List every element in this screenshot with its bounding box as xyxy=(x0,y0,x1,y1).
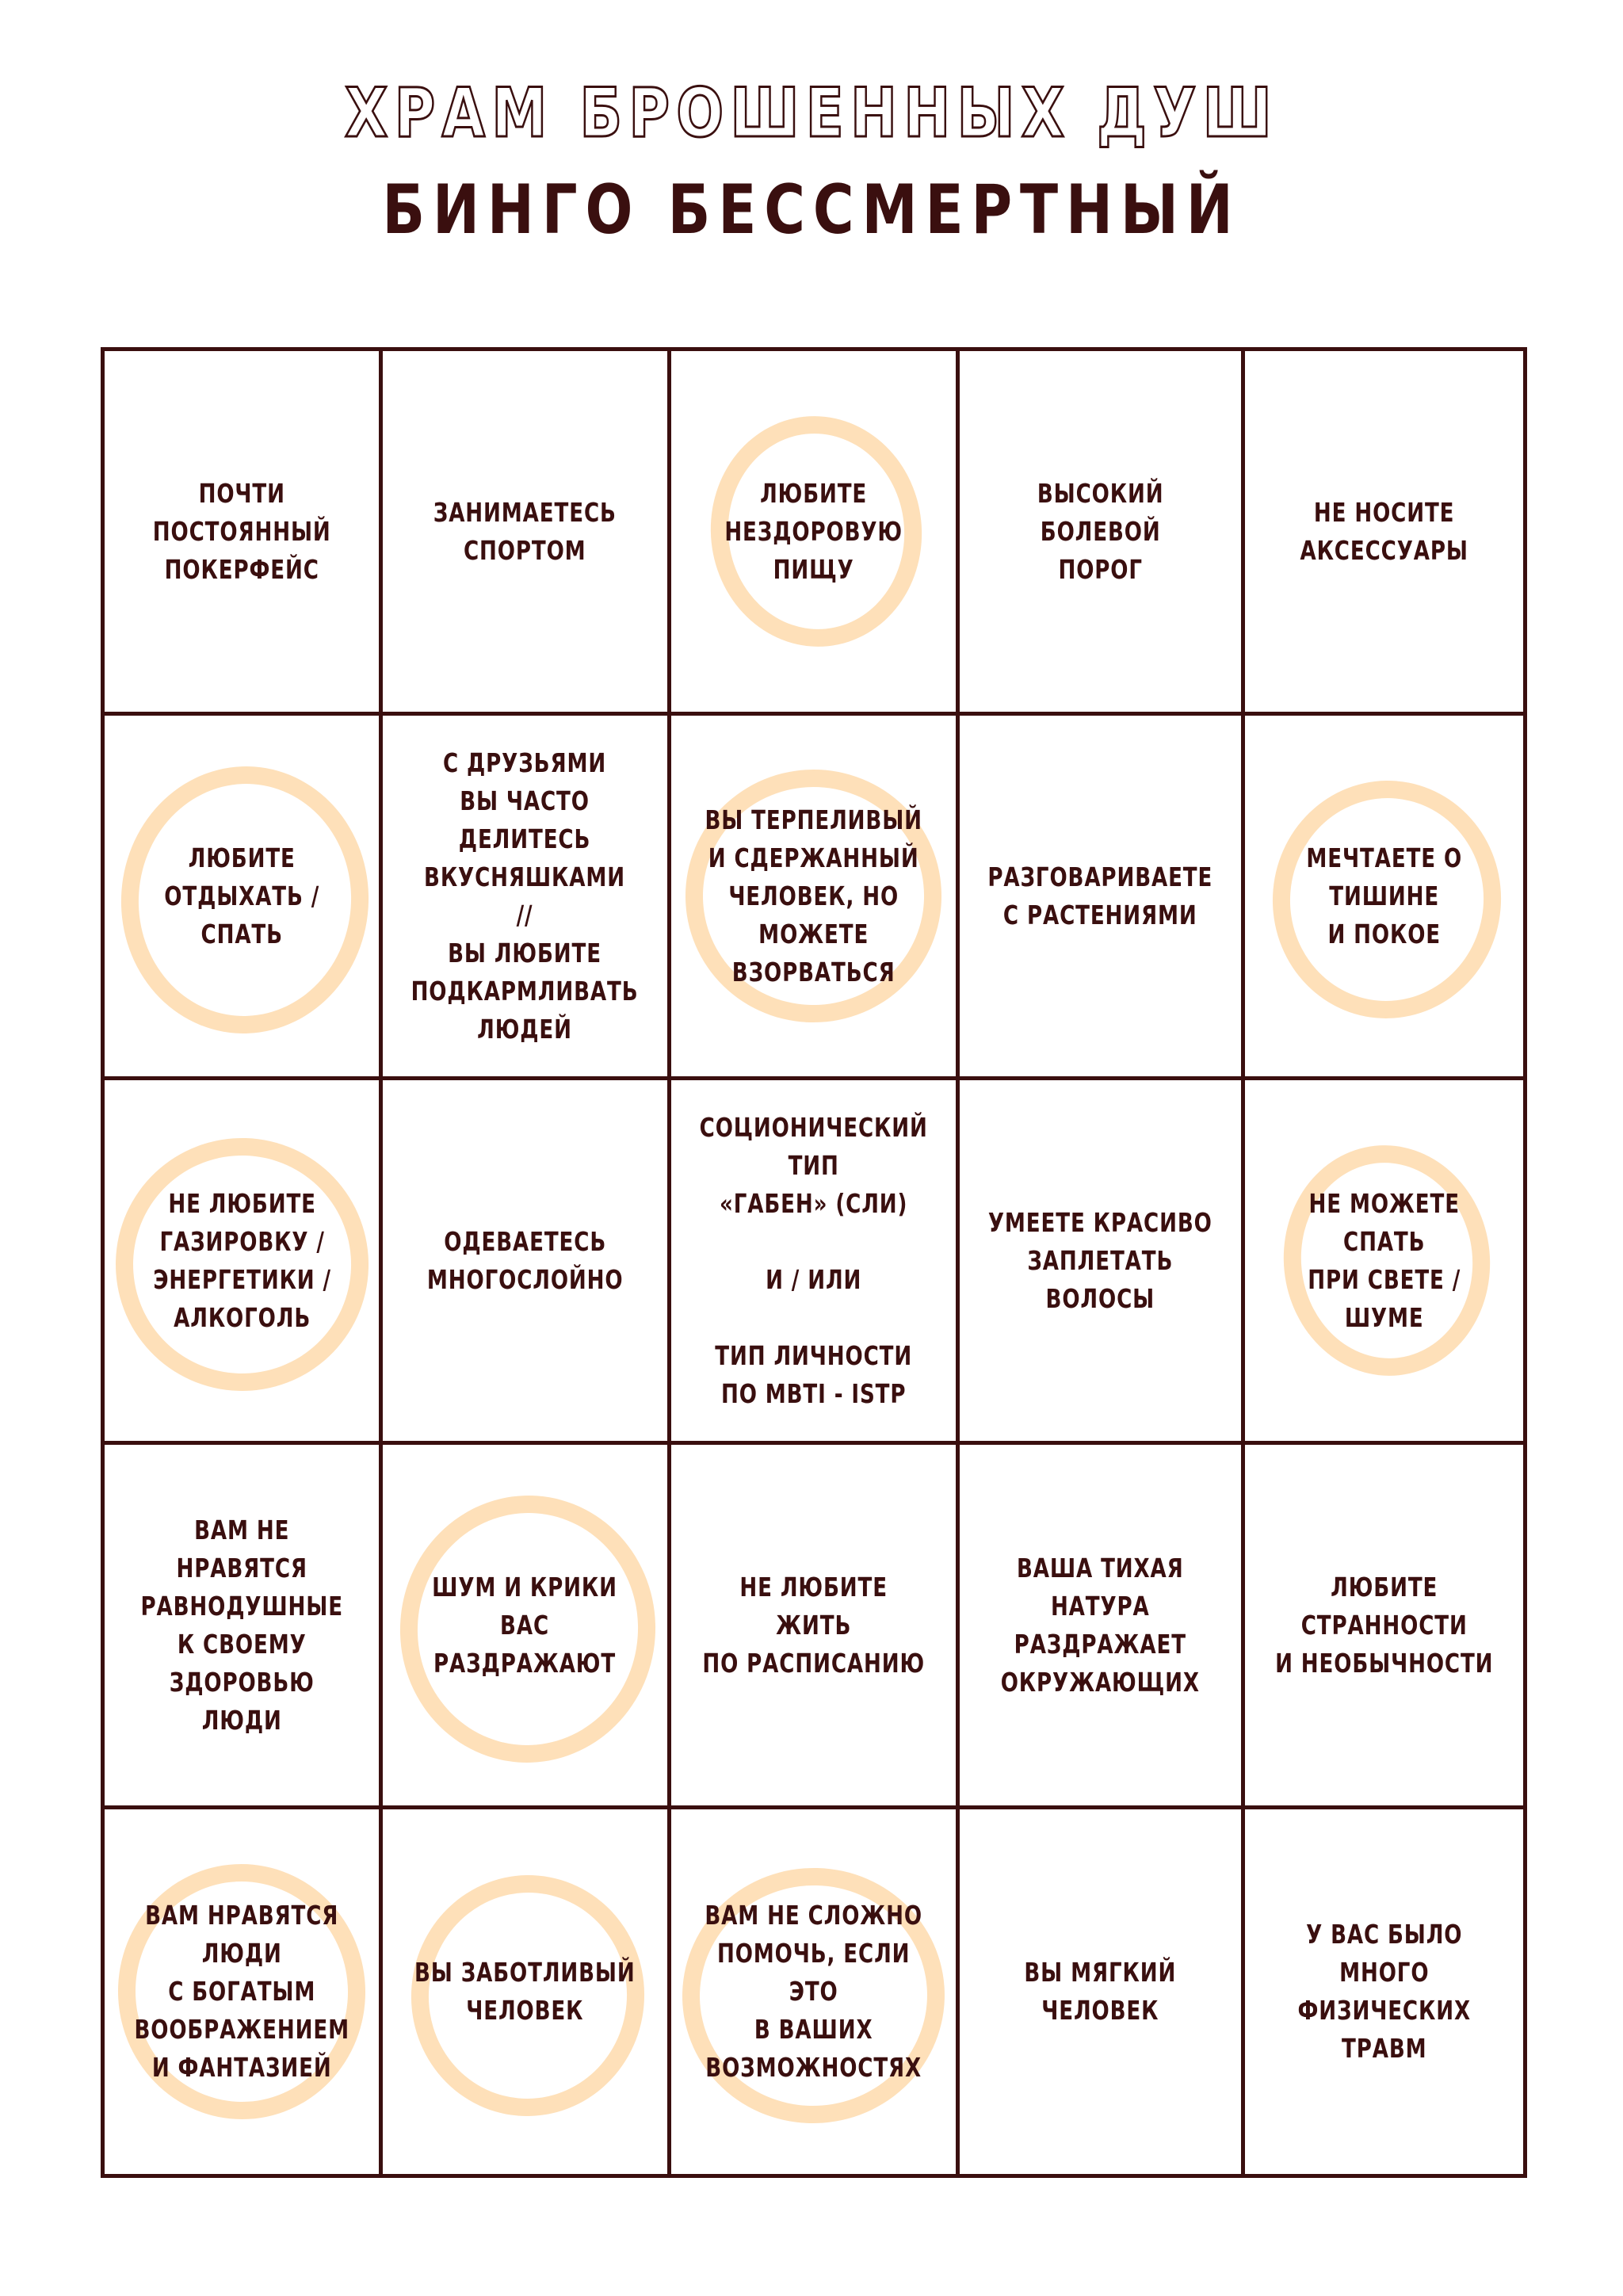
bingo-cell-text: СОЦИОНИЧЕСКИЙ ТИП «ГАБЕН» (СЛИ) И / ИЛИ ТИП ЛИЧНОСТИ ПО MBTI - ISTP xyxy=(699,1111,928,1409)
bingo-cell[interactable] xyxy=(105,351,383,716)
bingo-cell[interactable] xyxy=(671,1809,960,2174)
bingo-cell[interactable] xyxy=(383,1445,670,1809)
bingo-cell-text: ВАМ НЕ НРАВЯТСЯ РАВНОДУШНЫЕ К СВОЕМУ ЗДОРОВЬЮ ЛЮДИ xyxy=(140,1514,343,1736)
bingo-cell-text: У ВАС БЫЛО МНОГО ФИЗИЧЕСКИХ ТРАВМ xyxy=(1296,1919,1471,2064)
page-title: ХРАМ БРОШЕННЫХ ДУШ xyxy=(345,74,1278,153)
bingo-cell-text: ЛЮБИТЕ СТРАННОСТИ И НЕОБЫЧНОСТИ xyxy=(1274,1571,1493,1679)
bingo-cell[interactable] xyxy=(383,716,670,1080)
bingo-cell-text: НЕ ЛЮБИТЕ ЖИТЬ ПО РАСПИСАНИЮ xyxy=(701,1571,925,1679)
bingo-cell-text: С ДРУЗЬЯМИ ВЫ ЧАСТО ДЕЛИТЕСЬ ВКУСНЯШКАМИ // ВЫ ЛЮБИТЕ ПОДКАРМЛИВАТЬ ЛЮДЕЙ xyxy=(411,747,639,1045)
bingo-cell[interactable] xyxy=(671,351,960,716)
bingo-cell[interactable] xyxy=(960,1445,1245,1809)
bingo-cell[interactable] xyxy=(960,1080,1245,1445)
bingo-cell[interactable] xyxy=(105,1080,383,1445)
bingo-cell[interactable] xyxy=(960,351,1245,716)
bingo-cell-text: НЕ НОСИТЕ АКСЕССУАРЫ xyxy=(1300,496,1468,566)
bingo-cell-text: МЕЧТАЕТЕ О ТИШИНЕ И ПОКОЕ xyxy=(1305,842,1462,949)
bingo-cell-text: ВАША ТИХАЯ НАТУРА РАЗДРАЖАЕТ ОКРУЖАЮЩИХ xyxy=(1000,1552,1200,1698)
bingo-cell[interactable] xyxy=(1245,1080,1523,1445)
bingo-grid xyxy=(101,347,1527,2178)
bingo-cell[interactable] xyxy=(671,716,960,1080)
bingo-cell-text: НЕ МОЖЕТЕ СПАТЬ ПРИ СВЕТЕ / ШУМЕ xyxy=(1307,1187,1461,1333)
bingo-cell[interactable] xyxy=(1245,351,1523,716)
bingo-cell-text: ВЫ ТЕРПЕЛИВЫЙ И СДЕРЖАННЫЙ ЧЕЛОВЕК, НО МОЖЕТЕ ВЗОРВАТЬСЯ xyxy=(704,804,922,988)
bingo-cell-text: ЗАНИМАЕТЕСЬ СПОРТОМ xyxy=(433,496,617,566)
bingo-cell[interactable] xyxy=(671,1080,960,1445)
bingo-cell[interactable] xyxy=(383,351,670,716)
bingo-cell-text: ВЫСОКИЙ БОЛЕВОЙ ПОРОГ xyxy=(1037,477,1164,585)
bingo-cell[interactable] xyxy=(105,1809,383,2174)
bingo-cell-text: ПОЧТИ ПОСТОЯННЫЙ ПОКЕРФЕЙС xyxy=(152,477,331,585)
bingo-cell[interactable] xyxy=(1245,1445,1523,1809)
bingo-cell[interactable] xyxy=(383,1809,670,2174)
bingo-cell-text: ВЫ ЗАБОТЛИВЫЙ ЧЕЛОВЕК xyxy=(414,1957,636,2026)
bingo-cell[interactable] xyxy=(960,716,1245,1080)
bingo-cell-text: ОДЕВАЕТЕСЬ МНОГОСЛОЙНО xyxy=(426,1225,624,1295)
bingo-cell-text: НЕ ЛЮБИТЕ ГАЗИРОВКУ / ЭНЕРГЕТИКИ / АЛКОГОЛЬ xyxy=(152,1187,331,1333)
bingo-cell-text: ВАМ НЕ СЛОЖНО ПОМОЧЬ, ЕСЛИ ЭТО В ВАШИХ ВОЗМОЖНОСТЯХ xyxy=(704,1900,922,2083)
bingo-cell-text: РАЗГОВАРИВАЕТЕ С РАСТЕНИЯМИ xyxy=(987,861,1213,930)
bingo-cell[interactable] xyxy=(105,1445,383,1809)
bingo-cell-text: УМЕЕТЕ КРАСИВО ЗАПЛЕТАТЬ ВОЛОСЫ xyxy=(987,1206,1212,1314)
bingo-cell-text: ВАМ НРАВЯТСЯ ЛЮДИ С БОГАТЫМ ВООБРАЖЕНИЕМ И ФАНТАЗИЕЙ xyxy=(134,1900,350,2083)
page-subtitle: БИНГО БЕССМЕРТНЫЙ xyxy=(382,170,1241,250)
bingo-cell-text: ЛЮБИТЕ ОТДЫХАТЬ / СПАТЬ xyxy=(164,842,320,949)
bingo-cell[interactable] xyxy=(383,1080,670,1445)
bingo-cell[interactable] xyxy=(1245,716,1523,1080)
bingo-cell[interactable] xyxy=(105,716,383,1080)
bingo-cell-text: ВЫ МЯГКИЙ ЧЕЛОВЕК xyxy=(1024,1957,1177,2026)
bingo-cell-text: ЛЮБИТЕ НЕЗДОРОВУЮ ПИЩУ xyxy=(724,477,903,585)
bingo-cell[interactable] xyxy=(671,1445,960,1809)
bingo-cell[interactable] xyxy=(960,1809,1245,2174)
bingo-cell-text: ШУМ И КРИКИ ВАС РАЗДРАЖАЮТ xyxy=(432,1571,618,1679)
header xyxy=(0,74,1623,250)
bingo-cell[interactable] xyxy=(1245,1809,1523,2174)
